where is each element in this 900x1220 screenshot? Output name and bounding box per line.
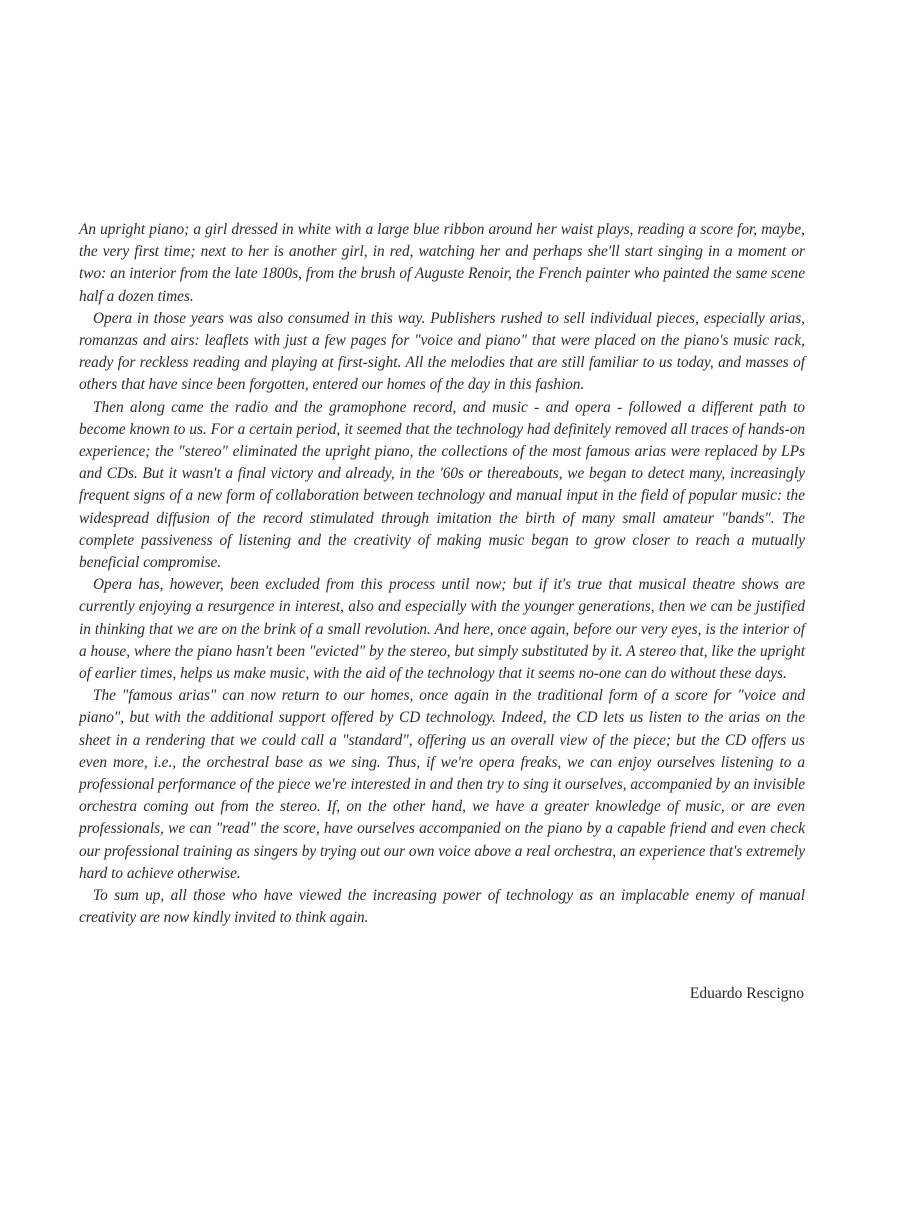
paragraph-4: Opera has, however, been excluded from this process until now; but if it's true that musical theatre shows are currently enjoying a resurgence in interest, also and especially with the younger generations, then we can be justified in thinking that we are on the brink of a small revolution. And here, once again, before our very eyes, is the interior of a house, where the piano hasn't been "evicted" by the stereo, but simply substituted by it. A stereo that, like the upright of earlier times, helps us make music, with the aid of the technology that it seems no-one can do without these days. xyxy=(79,576,805,683)
paragraph-6: To sum up, all those who have viewed the increasing power of technology as an implacable enemy of manual creativity are now kindly invited to think again. xyxy=(79,887,805,927)
paragraph-2: Opera in those years was also consumed in this way. Publishers rushed to sell individual pieces, especially arias, romanzas and airs: leaflets with just a few pages for "voice and piano" that were placed on the piano's music rack, ready for reckless reading and playing at first-sight. All the melodies that are still familiar to us today, and masses of others that have since been forgotten, entered our homes of the day in this fashion. xyxy=(79,309,805,394)
paragraph-3: Then along came the radio and the gramophone record, and music - and opera - followed a different path to become known to us. For a certain period, it seemed that the technology had definitely removed all traces of hands-on experience; the "stereo" eliminated the upright piano, the collections of the most famous arias were replaced by LPs and CDs. But it wasn't a final victory and already, in the '60s or thereabouts, we began to detect many, increasingly frequent signs of a new form of collaboration between technology and manual input in the field of popular music: the widespread diffusion of the record stimulated through imitation the birth of many small amateur "bands". The complete passiveness of listening and the creativity of making music began to grow closer to reach a mutually beneficial compromise. xyxy=(79,398,805,572)
article-body xyxy=(79,219,805,930)
paragraph-5: The "famous arias" can now return to our homes, once again in the traditional form of a score for "voice and piano", but with the additional support offered by CD technology. Indeed, the CD lets us listen to the arias on the sheet in a rendering that we could call a "standard", offering us an overall view of the piece; but the CD offers us even more, i.e., the orchestral base as we sing. Thus, if we're opera freaks, we can enjoy ourselves listening to a professional performance of the piece we're interested in and then try to sing it ourselves, accompanied by an invisible orchestra coming out from the stereo. If, on the other hand, we have a greater knowledge of music, or are even professionals, we can "read" the score, have ourselves accompanied on the piano by a capable friend and even check our professional training as singers by trying out our own voice above a real orchestra, an experience that's extremely hard to achieve otherwise. xyxy=(79,687,805,882)
author-signature: Eduardo Rescigno xyxy=(689,985,804,1002)
paragraph-1: An upright piano; a girl dressed in white with a large blue ribbon around her waist plays, reading a score for, maybe, the very first time; next to her is another girl, in red, watching her and perhaps she'll start singing in a moment or two: an interior from the late 1800s, from the brush of Auguste Renoir, the French painter who painted the same scene half a dozen times. xyxy=(79,221,805,305)
